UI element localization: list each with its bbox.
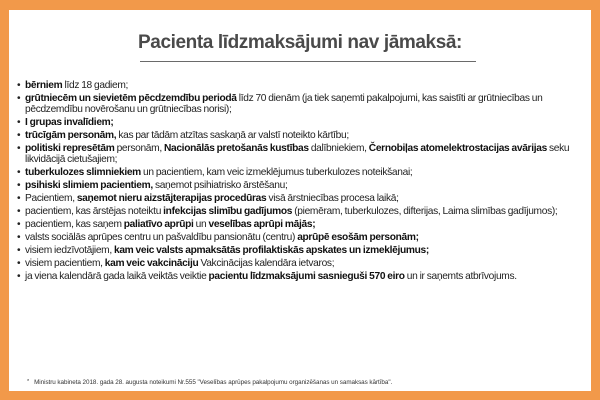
list-item	[17, 271, 581, 282]
item-text: pacientiem, kas ārstējas noteiktu	[25, 206, 164, 218]
bullet-mark: •	[17, 167, 21, 179]
item-text-bold: bērniem	[25, 80, 63, 91]
item-text: un	[193, 218, 209, 230]
item-text: visā ārstniecības procesa laikā;	[266, 193, 399, 205]
list-item	[17, 219, 581, 230]
bullet-mark: •	[17, 206, 21, 218]
item-text: (piemēram, tuberkulozes, difterijas, Laima slimības gadījumos);	[292, 206, 558, 218]
item-text-bold: paliatīvo aprūpi	[123, 218, 194, 230]
item-text: visiem pacientiem,	[25, 257, 105, 269]
list-item	[17, 180, 581, 191]
item-text-bold: aprūpē esošām personām;	[297, 231, 419, 243]
title-underline	[140, 61, 476, 62]
item-text-bold: saņemot nieru aizstājterapijas procedūras	[76, 193, 267, 205]
item-text-bold: psihiski slimiem pacientiem,	[25, 180, 153, 192]
list-item	[17, 143, 581, 166]
item-text: visiem iedzīvotājiem,	[25, 244, 114, 256]
footnote-mark: *	[27, 379, 30, 385]
list-item	[17, 93, 581, 116]
list-item	[17, 206, 581, 217]
item-text-bold: grūtniecēm un sievietēm pēcdzemdību periodā	[25, 92, 237, 104]
list-item	[17, 232, 581, 243]
bullet-mark: •	[17, 270, 21, 282]
item-text: dalībniekiem,	[308, 143, 369, 155]
list-item	[17, 117, 581, 128]
bullet-mark: •	[17, 180, 21, 192]
item-text-bold: kam veic vakcināciju	[104, 257, 199, 269]
footnote-text: Ministru kabineta 2018. gada 28. augusta noteikumi Nr.555 "Veselības aprūpes pakalpojumu organizēšanas un samaksas kārtība".	[34, 379, 393, 386]
item-text: personām,	[114, 143, 164, 155]
bullet-mark: •	[17, 117, 21, 129]
item-text: līdz 18 gadiem;	[62, 80, 129, 91]
item-text-bold: Černobiļas atomelektrostacijas avārijas	[368, 143, 547, 155]
exemption-list	[17, 80, 581, 284]
item-text-bold: pacientu līdzmaksājumi sasnieguši 570 eiro	[208, 270, 405, 282]
item-text: pacientiem, kas saņem	[25, 218, 124, 230]
bullet-mark: •	[17, 143, 21, 155]
item-text-bold: politiski represētām	[25, 143, 115, 155]
item-text-bold: veselības aprūpi mājās;	[208, 218, 316, 230]
list-item	[17, 258, 581, 269]
item-text-bold: kam veic valsts apmaksātās profilaktiskās apskates un izmeklējumus;	[113, 244, 429, 256]
item-text: kas par tādām atzītas saskaņā ar valstī noteikto kārtību;	[116, 130, 349, 142]
item-text: saņemot psihiatrisko ārstēšanu;	[152, 180, 288, 192]
item-text: līdz 70 dienām (ja tiek saņemti pakalpojumi, kas saistīti ar grūtniecības un pēcdzemdību novērošanu un grūtniecības norisi);	[25, 92, 543, 116]
list-item	[17, 80, 581, 91]
bullet-mark: •	[17, 130, 21, 142]
list-item	[17, 245, 581, 256]
item-text: un pacientiem, kam veic izmeklējumus tuberkulozes noteikšanai;	[140, 167, 413, 179]
item-text-bold: trūcīgām personām,	[25, 130, 117, 142]
item-text: Pacientiem,	[25, 193, 77, 205]
item-text-bold: I grupas invalīdiem;	[25, 117, 114, 129]
bullet-mark: •	[17, 231, 21, 243]
bullet-mark: •	[17, 218, 21, 230]
item-text: valsts sociālās aprūpes centru un pašvaldību pansionātu (centru)	[25, 231, 298, 243]
bullet-mark: •	[17, 257, 21, 269]
list-item	[17, 167, 581, 178]
item-text-bold: tuberkulozes slimniekiem	[25, 167, 141, 179]
item-text: seku likvidācijā cietušajiem;	[25, 143, 570, 166]
bullet-mark: •	[17, 80, 21, 91]
item-text-bold: Nacionālās pretošanās kustības	[163, 143, 309, 155]
footnote	[27, 379, 392, 386]
item-text: ja viena kalendārā gada laikā veiktās veiktie	[25, 270, 209, 282]
bullet-mark: •	[17, 244, 21, 256]
item-text-bold: infekcijas slimību gadījumos	[163, 206, 293, 218]
list-item	[17, 193, 581, 204]
bullet-mark: •	[17, 92, 21, 104]
list-item	[17, 130, 581, 141]
bullet-mark: •	[17, 193, 21, 205]
notice-title: Pacienta līdzmaksājumi nav jāmaksā:	[138, 32, 462, 53]
item-text: Vakcinācijas kalendāra ietvaros;	[198, 257, 335, 269]
item-text: un ir saņemts atbrīvojums.	[404, 270, 517, 282]
